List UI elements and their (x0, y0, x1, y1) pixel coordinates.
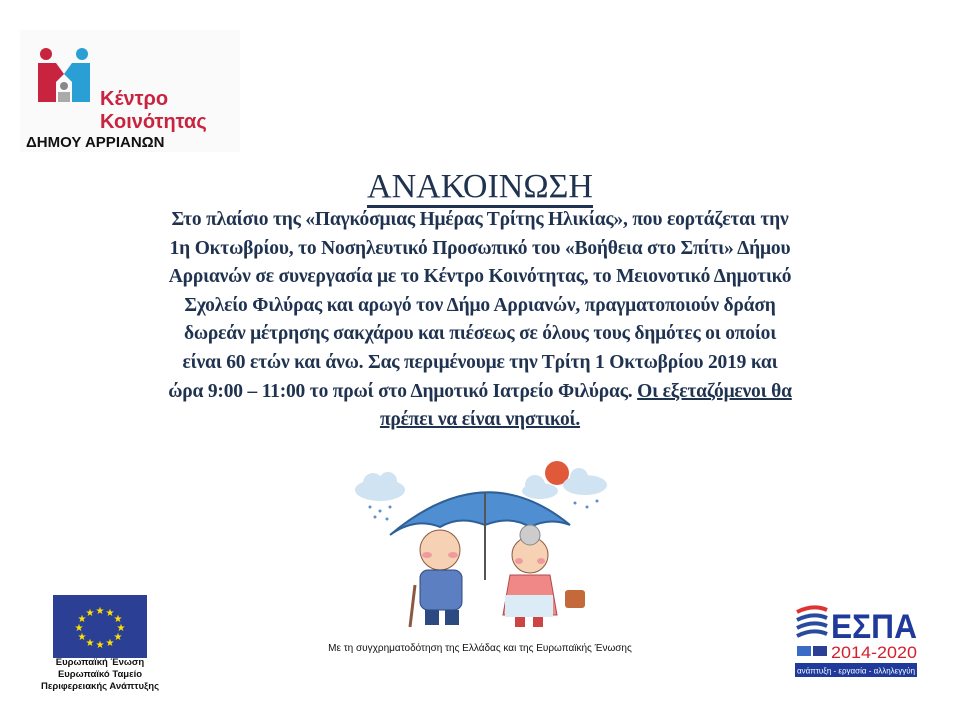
body-line: είναι 60 ετών και άνω. Σας περιμένουμε την Τρίτη 1 Οκτωβρίου 2019 και (182, 351, 778, 373)
svg-text:★: ★ (105, 608, 115, 619)
logo-line-2: Κοινότητας (100, 111, 207, 133)
espa-name: ΕΣΠΑ (831, 608, 917, 646)
body-line (60, 406, 900, 435)
svg-text:★: ★ (74, 623, 84, 634)
svg-text:★: ★ (113, 632, 123, 643)
body-line: δωρεάν μέτρησης σακχάρου και πιέσεως σε όλους τους δημότες οι οποίοι (183, 323, 777, 345)
municipality-name: ΔΗΜΟΥ ΑΡΡΙΑΝΩΝ (26, 134, 165, 151)
svg-text:★: ★ (85, 638, 95, 649)
svg-text:★: ★ (85, 608, 95, 619)
body-line: Αρριανών σε συνεργασία με το Κέντρο Κοινότητας, το Μειονοτικό Δημοτικό (168, 266, 792, 288)
body-line: 1η Οκτωβρίου, το Νοσηλευτικό Προσωπικό του «Βοήθεια στο Σπίτι» Δήμου (169, 237, 791, 259)
svg-text:★: ★ (116, 623, 126, 634)
fasting-notice-part2: πρέπει να είναι νηστικοί. (379, 409, 581, 431)
fasting-notice-part1: Οι εξεταζόμενοι θα (637, 380, 792, 402)
svg-text:★: ★ (77, 614, 87, 625)
body-line: Στο πλαίσιο της «Παγκόσμιας Ημέρας Τρίτης Ηλικίας», που εορτάζεται την (171, 209, 789, 230)
eu-line-1: Ευρωπαϊκή Ένωση (55, 657, 145, 668)
espa-slogan: ανάπτυξη - εργασία - αλληλεγγύη (796, 666, 916, 676)
cloud-icon (355, 472, 405, 501)
eu-line-2: Ευρωπαϊκό Ταμείο (57, 669, 143, 680)
body-line-text: ώρα 9:00 – 11:00 το πρωί στο Δημοτικό Ιατρείο Φιλύρας. (168, 380, 638, 402)
eu-fund-caption (20, 657, 180, 693)
svg-text:★: ★ (113, 614, 123, 625)
logo-line-1: Κέντρο (100, 88, 169, 110)
logo-figures-icon (34, 46, 94, 116)
espa-years: 2014-2020 (831, 643, 917, 662)
greek-flag-icon (797, 646, 811, 656)
cofunding-note: Με τη συγχρηματοδότηση της Ελλάδας και της Ευρωπαϊκής Ένωσης (328, 643, 632, 654)
eu-line-3: Περιφερειακής Ανάπτυξης (40, 681, 160, 692)
svg-text:★: ★ (77, 632, 87, 643)
svg-text:★: ★ (95, 640, 105, 651)
svg-text:★: ★ (95, 606, 105, 617)
espa-logo (795, 600, 920, 680)
elderly-couple-umbrella-illustration (335, 455, 635, 635)
espa-waves-icon (797, 607, 827, 636)
body-line: Σχολείο Φιλύρας και αρωγό τον Δήμο Αρριανών, πραγματοποιούν δράση (184, 294, 776, 316)
svg-text:★: ★ (105, 638, 115, 649)
announcement-body (60, 206, 900, 435)
body-line (60, 378, 900, 407)
page-title (0, 168, 960, 206)
eu-flag-small-icon (813, 646, 827, 656)
title-text: ΑΝΑΚΟΙΝΩΣΗ (367, 168, 593, 208)
